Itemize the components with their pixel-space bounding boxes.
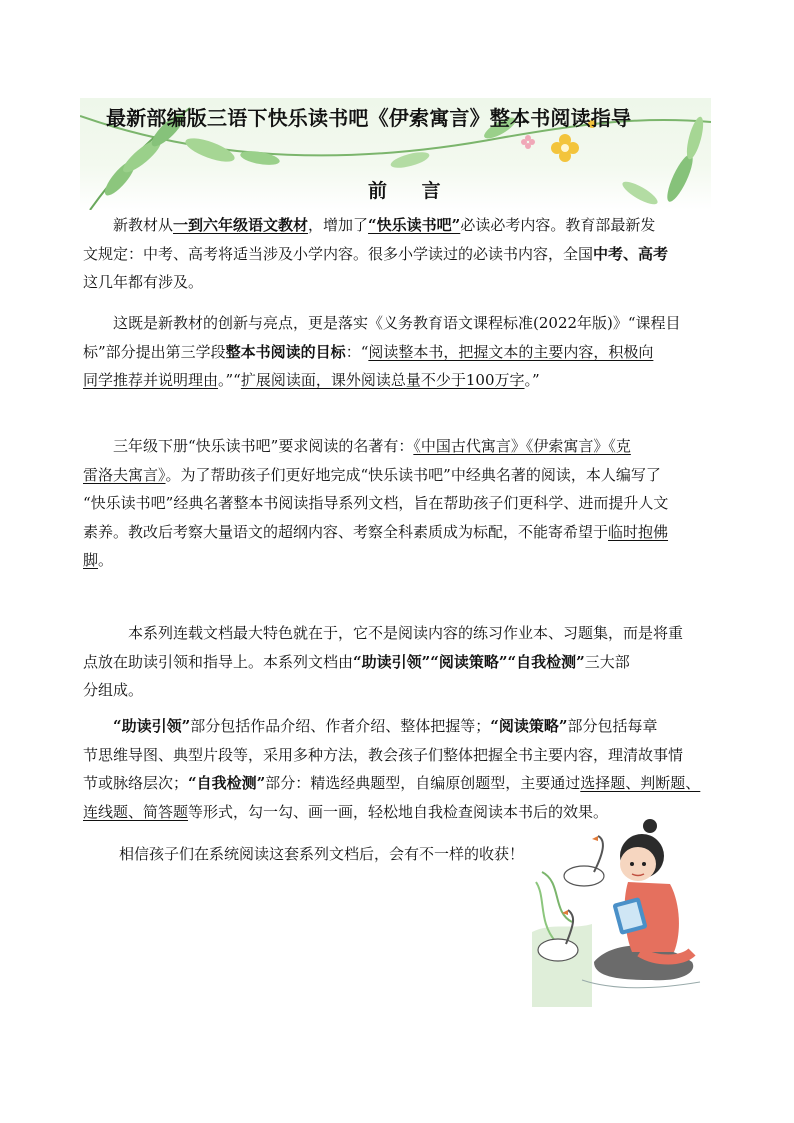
paragraph-2: 这既是新教材的创新与亮点，更是落实《义务教育语文课程标准(2022年版)》“课程目 标”部分提出第三学段整本书阅读的目标：“阅读整本书，把握文本的主要内容，积极向 同学推荐并说明理由。”“扩展阅读面，课外阅读总量不少于100万字。” (83, 314, 681, 389)
paragraph-5: “助读引领”部分包括作品介绍、作者介绍、整体把握等；“阅读策略”部分包括每章 节思维导图、典型片段等，采用多种方法，教会孩子们整体把握全书主要内容，理清故事情 节或脉络层次；“自我检测”部分：精选经典题型，自编原创题型，主要通过选择题、判断题、 连线题、简答题等形式，勾一勾、画一画，轻松地自我检查阅读本书后的效果。 (83, 717, 701, 821)
paragraph-4: 本系列连载文档最大特色就在于，它不是阅读内容的练习作业本、习题集，而是将重 点放在助读引领和指导上。本系列文档由“助读引领”“阅读策略”“自我检测”三大部 分组成。 (83, 624, 684, 699)
paragraph-1: 新教材从一到六年级语文教材，增加了“快乐读书吧”必读必考内容。教育部最新发 文规定：中考、高考将适当涉及小学内容。很多小学读过的必读书内容，全国中考、高考 这几年都有涉及。 (83, 216, 669, 291)
page-title: 最新部编版三语下快乐读书吧《伊索寓言》整本书阅读指导 (106, 106, 632, 130)
paragraph-6: 相信孩子们在系统阅读这套系列文档后，会有不一样的收获！ (119, 845, 525, 863)
reading-child-illustration-icon (532, 812, 702, 1007)
preface-heading: 前 言 (368, 180, 455, 202)
paragraph-3: 三年级下册“快乐读书吧”要求阅读的名著有：《中国古代寓言》《伊索寓言》《克 雷洛夫寓言》。为了帮助孩子们更好地完成“快乐读书吧”中经典名著的阅读，本人编写了 “快乐读书吧”经典名著整本书阅读指导系列文档，旨在帮助孩子们更科学、进而提升人文 素养。教改后考察大量语文的超纲内容、考察全科素质成为标配，不能寄希望于临时抱佛 脚。 (83, 437, 669, 569)
